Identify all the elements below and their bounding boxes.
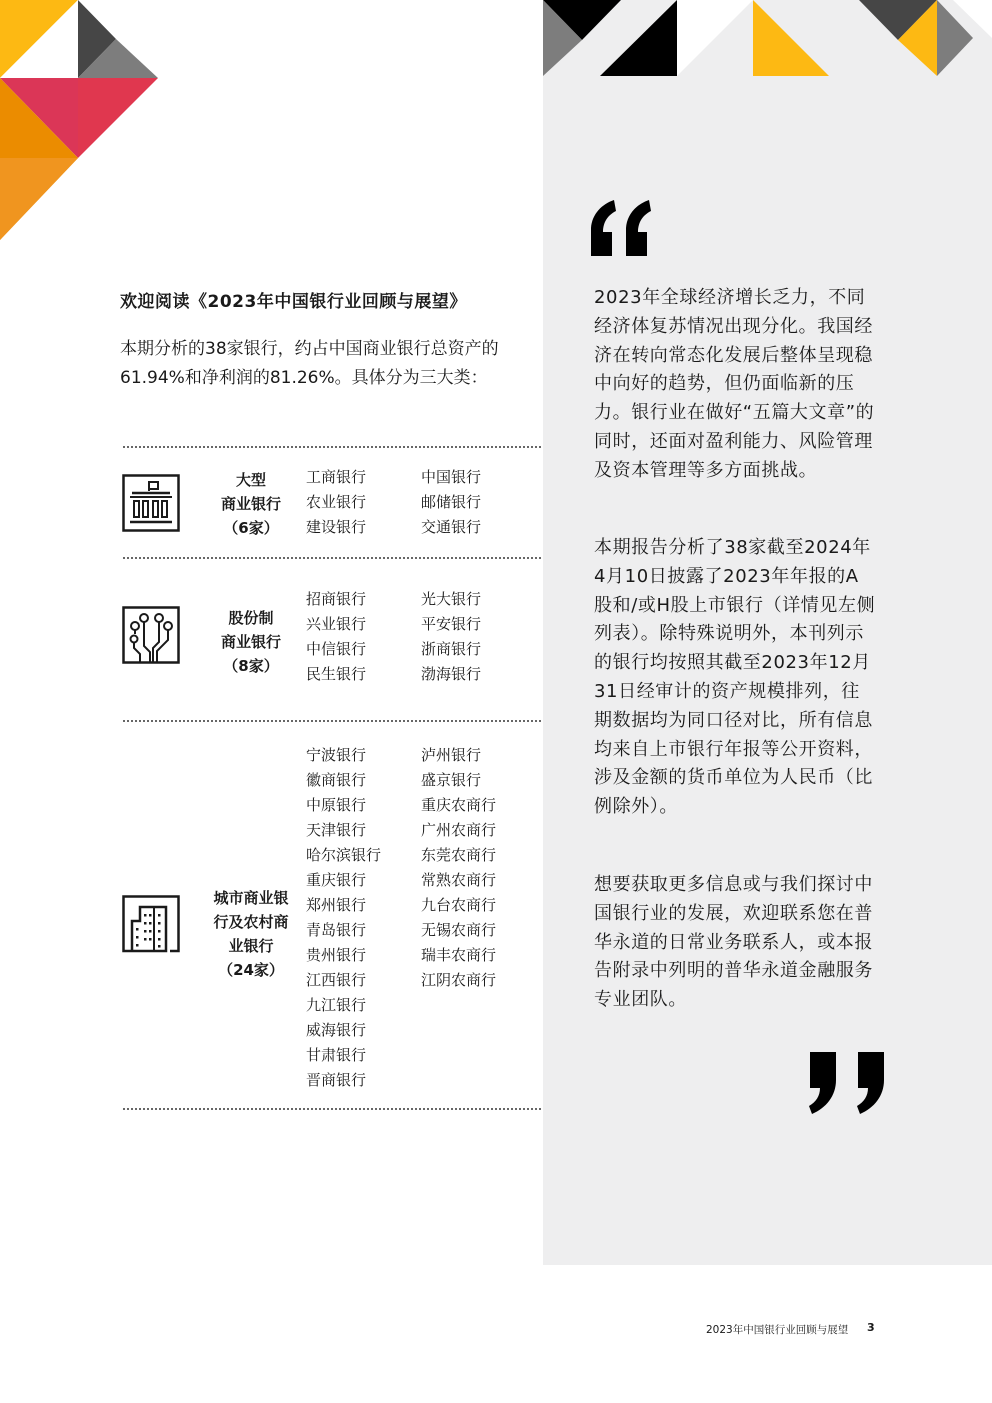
list-item: 农业银行 xyxy=(306,493,367,511)
list-item: 晋商银行 xyxy=(306,1071,367,1089)
list-item: 甘肃银行 xyxy=(306,1046,367,1064)
page-number: 3 xyxy=(867,1321,875,1334)
bank-list xyxy=(421,743,496,993)
list-item: 江阴农商行 xyxy=(421,971,497,989)
category-label-large-banks: 大型 商业银行 （6家） xyxy=(220,471,281,537)
bank-list xyxy=(306,587,366,687)
list-item: 邮储银行 xyxy=(421,493,482,511)
list-item: 渤海银行 xyxy=(421,665,482,683)
list-item: 盛京银行 xyxy=(421,771,482,789)
list-item: 九台农商行 xyxy=(421,896,497,914)
list-item: 瑞丰农商行 xyxy=(421,946,497,964)
list-item: 东莞农商行 xyxy=(421,846,497,864)
list-item: 交通银行 xyxy=(421,518,482,536)
list-item: 平安银行 xyxy=(421,615,482,633)
quote-paragraph-1: 2023年全球经济增长乏力，不同经济体复苏情况出现分化。我国经济在转向常态化发展后整体呈现稳中向好的趋势，但仍面临新的压力。银行业在做好“五篇大文章”的同时，还面对盈利能力、风险管理及资本管理等多方面挑战。 xyxy=(594,287,875,481)
close-quote-icon xyxy=(806,1050,890,1116)
list-item: 民生银行 xyxy=(306,665,367,683)
office-tower-icon xyxy=(122,895,180,953)
bank-list xyxy=(306,743,381,1093)
footer-report-title: 2023年中国银行业回顾与展望 xyxy=(706,1324,849,1336)
list-item: 徽商银行 xyxy=(306,771,367,789)
divider xyxy=(123,720,541,722)
divider xyxy=(123,1108,541,1110)
list-item: 贵州银行 xyxy=(306,946,367,964)
page-heading: 欢迎阅读《2023年中国银行业回顾与展望》 xyxy=(120,292,467,312)
list-item: 威海银行 xyxy=(306,1021,367,1039)
bank-list xyxy=(421,465,481,540)
decorative-triangles-right xyxy=(543,0,992,80)
quote-paragraph-3: 想要获取更多信息或与我们探讨中国银行业的发展，欢迎联系您在普华永道的日常业务联系人，或本报告附录中列明的普华永道金融服务专业团队。 xyxy=(594,874,873,1011)
category-label-joint-stock-banks: 股份制 商业银行 （8家） xyxy=(220,609,281,675)
list-item: 青岛银行 xyxy=(306,921,367,939)
bank-list xyxy=(421,587,481,687)
list-item: 中原银行 xyxy=(306,796,367,814)
circuit-network-icon xyxy=(122,606,180,664)
list-item: 建设银行 xyxy=(306,518,367,536)
list-item: 兴业银行 xyxy=(306,615,367,633)
list-item: 天津银行 xyxy=(306,821,367,839)
intro-paragraph: 本期分析的38家银行，约占中国商业银行总资产的61.94%和净利润的81.26%。具体分为三大类： xyxy=(120,339,499,388)
list-item: 重庆农商行 xyxy=(421,796,497,814)
bank-building-icon xyxy=(122,474,180,532)
list-item: 广州农商行 xyxy=(421,821,497,839)
list-item: 九江银行 xyxy=(306,996,367,1014)
bank-list xyxy=(306,465,366,540)
list-item: 哈尔滨银行 xyxy=(306,846,382,864)
list-item: 江西银行 xyxy=(306,971,367,989)
divider xyxy=(123,446,541,448)
divider xyxy=(123,557,541,559)
list-item: 光大银行 xyxy=(421,590,482,608)
list-item: 工商银行 xyxy=(306,468,367,486)
list-item: 常熟农商行 xyxy=(421,871,497,889)
list-item: 浙商银行 xyxy=(421,640,482,658)
list-item: 中国银行 xyxy=(421,468,482,486)
list-item: 郑州银行 xyxy=(306,896,367,914)
list-item: 泸州银行 xyxy=(421,746,482,764)
list-item: 招商银行 xyxy=(306,590,367,608)
list-item: 宁波银行 xyxy=(306,746,367,764)
list-item: 无锡农商行 xyxy=(421,921,497,939)
decorative-triangles-left xyxy=(0,0,160,240)
list-item: 重庆银行 xyxy=(306,871,367,889)
list-item: 中信银行 xyxy=(306,640,367,658)
category-label-city-rural-banks: 城市商业银 行及农村商 业银行 （24家） xyxy=(213,889,289,979)
open-quote-icon xyxy=(588,198,654,258)
quote-paragraph-2: 本期报告分析了38家截至2024年4月10日披露了2023年年报的A股和/或H股上市银行（详情见左侧列表）。除特殊说明外，本刊列示的银行均按照其截至2023年12月31日经审计的资产规模排列，往期数据均为同口径对比，所有信息均来自上市银行年报等公开资料，涉及金额的货币单位为人民币（比例除外）。 xyxy=(594,537,876,818)
